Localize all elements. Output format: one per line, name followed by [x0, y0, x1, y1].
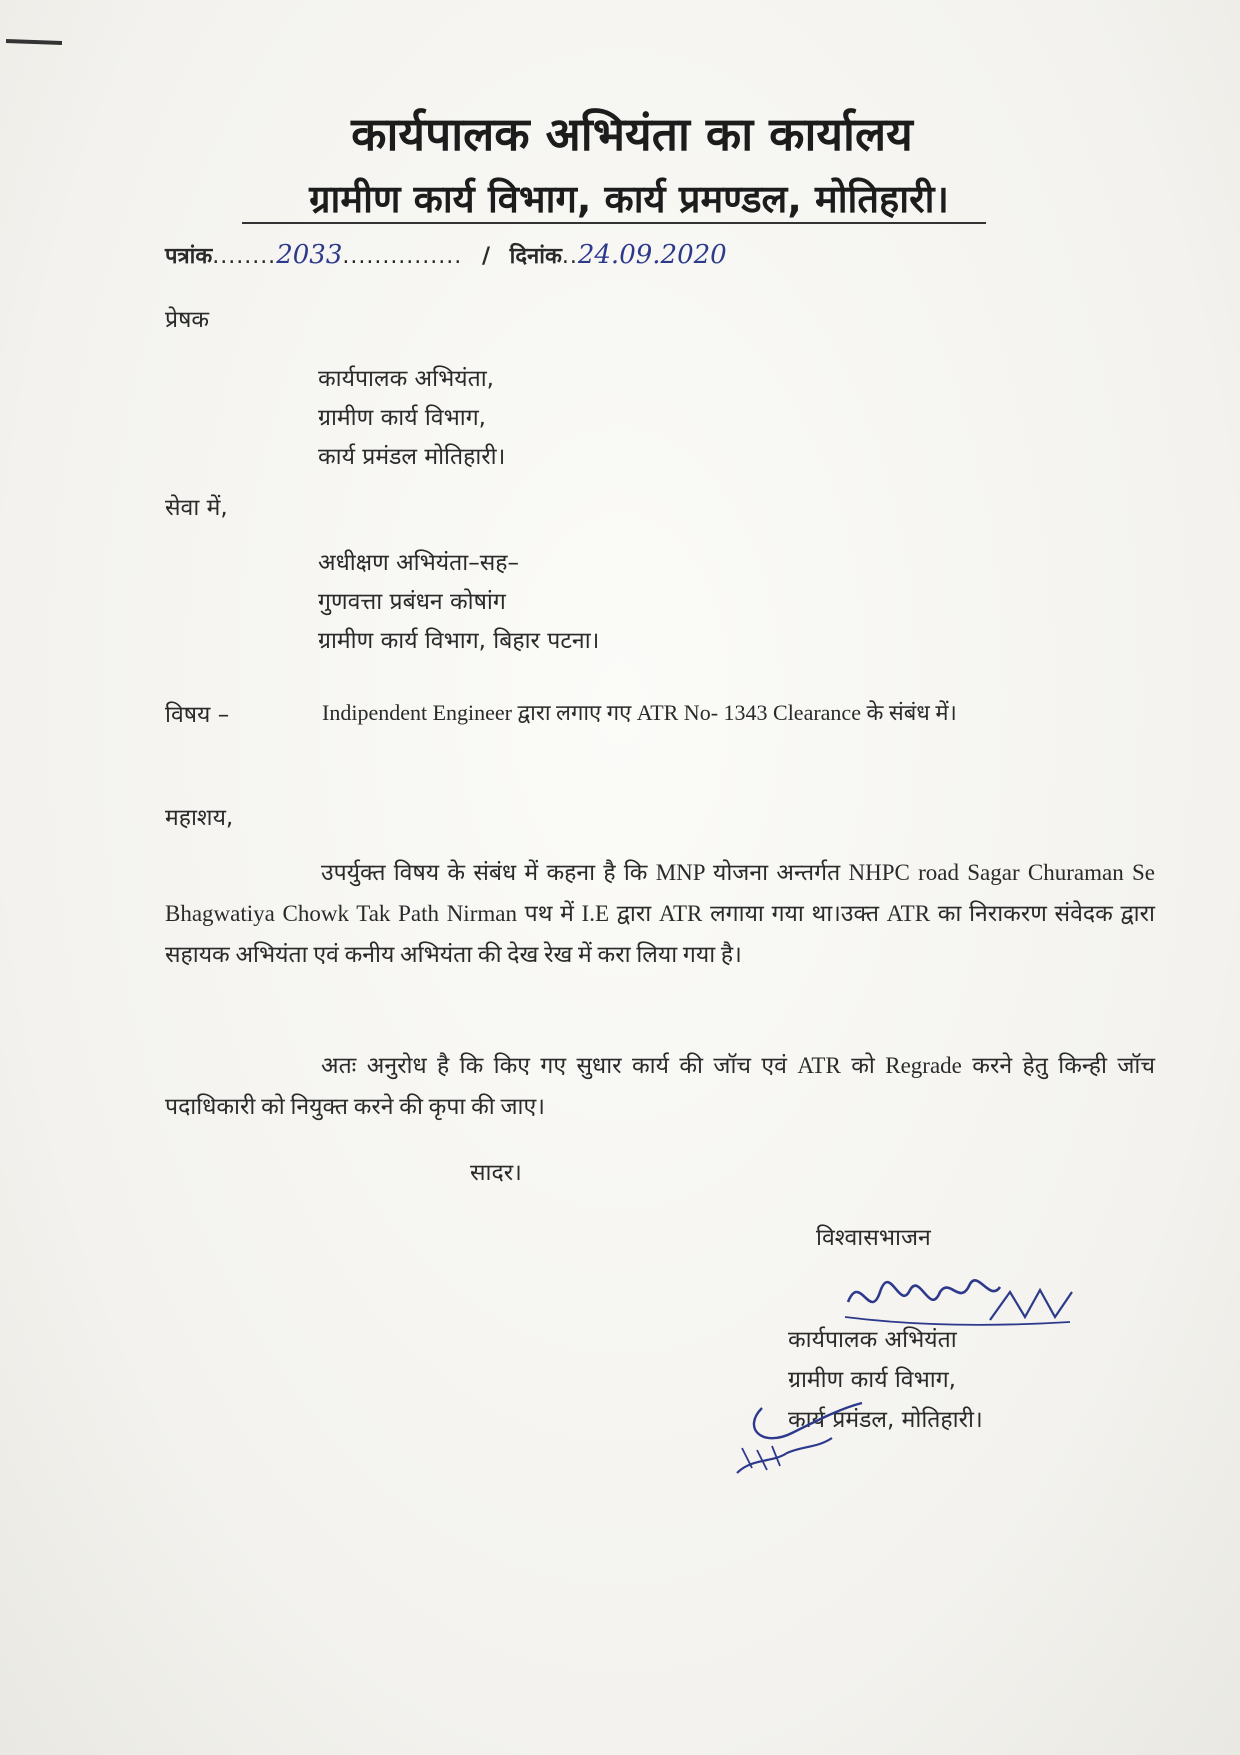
- sender-line: ग्रामीण कार्य विभाग,: [318, 405, 486, 431]
- recipient-line: अधीक्षण अभियंता–सह–: [318, 550, 519, 576]
- body-paragraph-2: अतः अनुरोध है कि किए गए सुधार कार्य की जॉच एवं ATR को Regrade करने हेतु किन्ही जॉच पदाधिकारी को नियुक्त करने की कृपा की जाए।: [165, 1053, 1155, 1119]
- signatory-line: ग्रामीण कार्य विभाग,: [788, 1367, 956, 1393]
- subject-label: विषय –: [165, 702, 230, 728]
- patrank-label: पत्रांक: [165, 244, 213, 269]
- valediction: विश्वासभाजन: [816, 1225, 931, 1251]
- recipient-label: सेवा में,: [165, 495, 228, 521]
- dinank-value: 24.09.2020: [577, 240, 727, 270]
- salutation: महाशय,: [165, 805, 234, 831]
- sender-label: प्रेषक: [165, 307, 210, 333]
- closing: सादर।: [470, 1160, 522, 1186]
- subject-text: Indipendent Engineer द्वारा लगाए गए ATR No- 1343 Clearance के संबंध में।: [322, 700, 957, 725]
- ref-separator: /: [481, 244, 490, 269]
- reference-line: पत्रांक........2033............... / दिनांक..24.09.2020: [165, 240, 727, 270]
- recipient-address: [318, 544, 599, 661]
- dinank-label: दिनांक: [509, 244, 562, 269]
- body-paragraph-1: उपर्युक्त विषय के संबंध में कहना है कि MNP योजना अन्तर्गत NHPC road Sagar Churaman Se Bhagwatiya Chowk Tak Path Nirman पथ में I.E द्वारा ATR लगाया गया था।उक्त ATR का निराकरण संवेदक द्वारा सहायक अभियंता एवं कनीय अभियंता की देख रेख में करा लिया गया है।: [165, 860, 1155, 967]
- office-title: कार्यपालक अभियंता का कार्यालय: [351, 107, 913, 161]
- initials-scribble: [732, 1388, 872, 1478]
- signatory-line: कार्य प्रमंडल, मोतिहारी।: [788, 1407, 983, 1433]
- patrank-value: 2033: [276, 240, 343, 270]
- department-subtitle: ग्रामीण कार्य विभाग, कार्य प्रमण्डल, मोतिहारी।: [309, 177, 949, 221]
- subtitle-underline: [242, 222, 986, 224]
- sender-line: कार्यपालक अभियंता,: [318, 366, 494, 392]
- recipient-line: गुणवत्ता प्रबंधन कोषांग: [318, 589, 506, 615]
- sender-line: कार्य प्रमंडल मोतिहारी।: [318, 444, 506, 470]
- corner-mark: [6, 39, 62, 45]
- recipient-line: ग्रामीण कार्य विभाग, बिहार पटना।: [318, 628, 600, 654]
- signatory-line: कार्यपालक अभियंता: [788, 1327, 957, 1353]
- sender-address: [318, 360, 505, 477]
